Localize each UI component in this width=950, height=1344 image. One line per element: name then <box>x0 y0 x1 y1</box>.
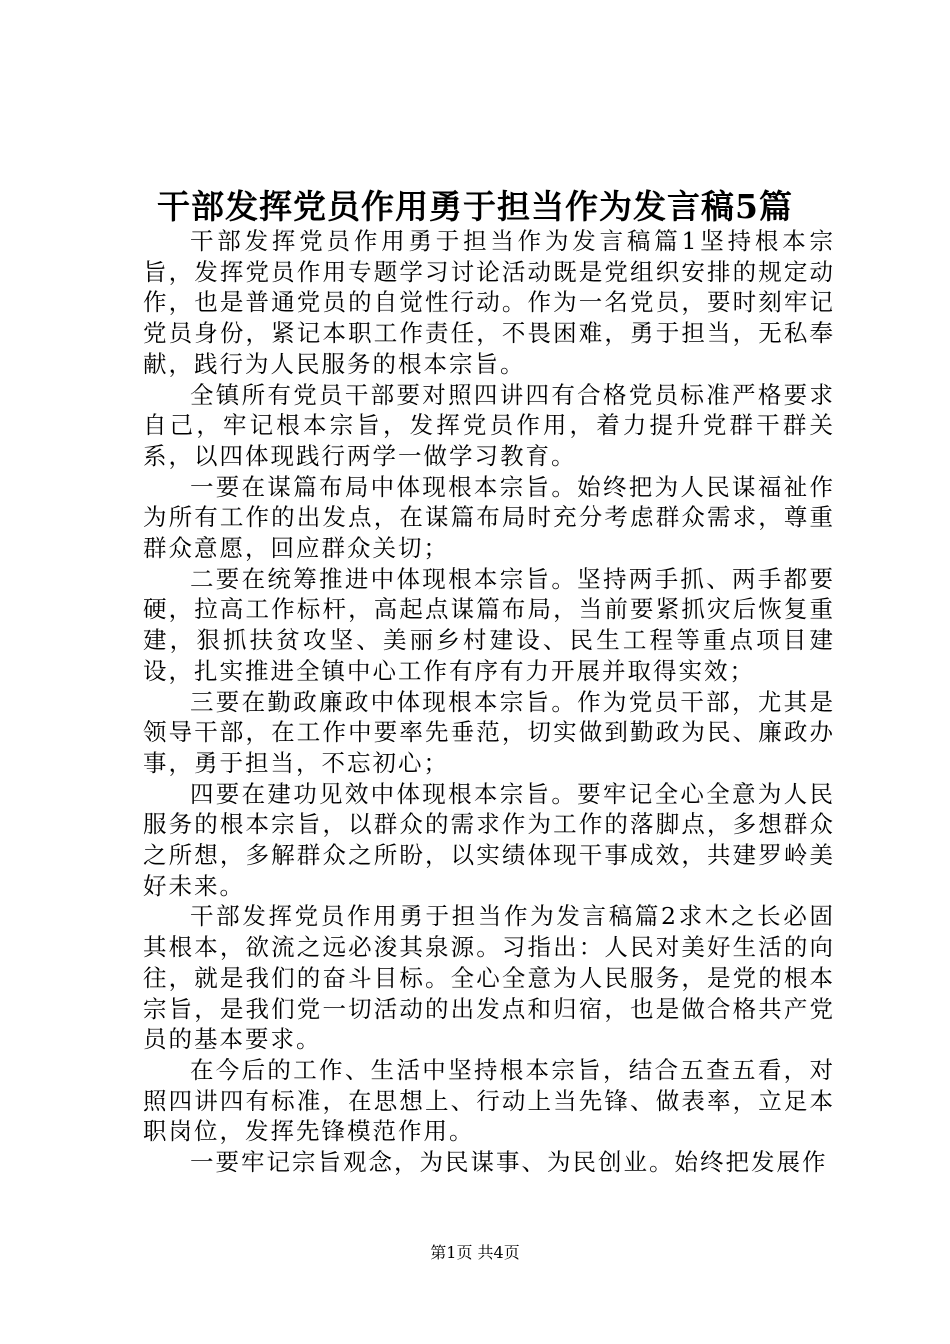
paragraph: 二要在统筹推进中体现根本宗旨。坚持两手抓、两手都要硬，拉高工作标杆，高起点谋篇布局，当前要紧抓灾后恢复重建，狠抓扶贫攻坚、美丽乡村建设、民生工程等重点项目建设，扎实推进全镇中心工作有序有力开展并取得实效； <box>143 564 835 685</box>
page-number-footer: 第1页 共4页 <box>430 1243 520 1262</box>
paragraph: 干部发挥党员作用勇于担当作为发言稿篇1坚持根本宗旨，发挥党员作用专题学习讨论活动既是党组织安排的规定动作，也是普通党员的自觉性行动。作为一名党员，要时刻牢记党员身份，紧记本职工作责任，不畏困难，勇于担当，无私奉献，践行为人民服务的根本宗旨。 <box>143 227 835 378</box>
paragraph: 四要在建功见效中体现根本宗旨。要牢记全心全意为人民服务的根本宗旨，以群众的需求作为工作的落脚点，多想群众之所想，多解群众之所盼，以实绩体现干事成效，共建罗岭美好未来。 <box>143 779 835 900</box>
paragraph: 全镇所有党员干部要对照四讲四有合格党员标准严格要求自己，牢记根本宗旨，发挥党员作用，着力提升党群干群关系，以四体现践行两学一做学习教育。 <box>143 380 835 470</box>
document-body <box>143 226 835 1178</box>
paragraph: 干部发挥党员作用勇于担当作为发言稿篇2求木之长必固其根本，欲流之远必浚其泉源。习指出：人民对美好生活的向往，就是我们的奋斗目标。全心全意为人民服务，是党的根本宗旨，是我们党一切活动的出发点和归宿，也是做合格共产党员的基本要求。 <box>143 902 835 1054</box>
paragraph: 三要在勤政廉政中体现根本宗旨。作为党员干部，尤其是领导干部，在工作中要率先垂范，切实做到勤政为民、廉政办事，勇于担当，不忘初心； <box>143 687 835 777</box>
paragraph: 一要在谋篇布局中体现根本宗旨。始终把为人民谋福祉作为所有工作的出发点，在谋篇布局时充分考虑群众需求，尊重群众意愿，回应群众关切； <box>143 472 835 563</box>
paragraph: 在今后的工作、生活中坚持根本宗旨，结合五查五看，对照四讲四有标准，在思想上、行动上当先锋、做表率，立足本职岗位，发挥先锋模范作用。 <box>143 1055 835 1146</box>
document-title: 干部发挥党员作用勇于担当作为发言稿5篇 <box>157 187 793 226</box>
paragraph: 一要牢记宗旨观念，为民谋事、为民创业。始终把发展作 <box>190 1148 828 1177</box>
